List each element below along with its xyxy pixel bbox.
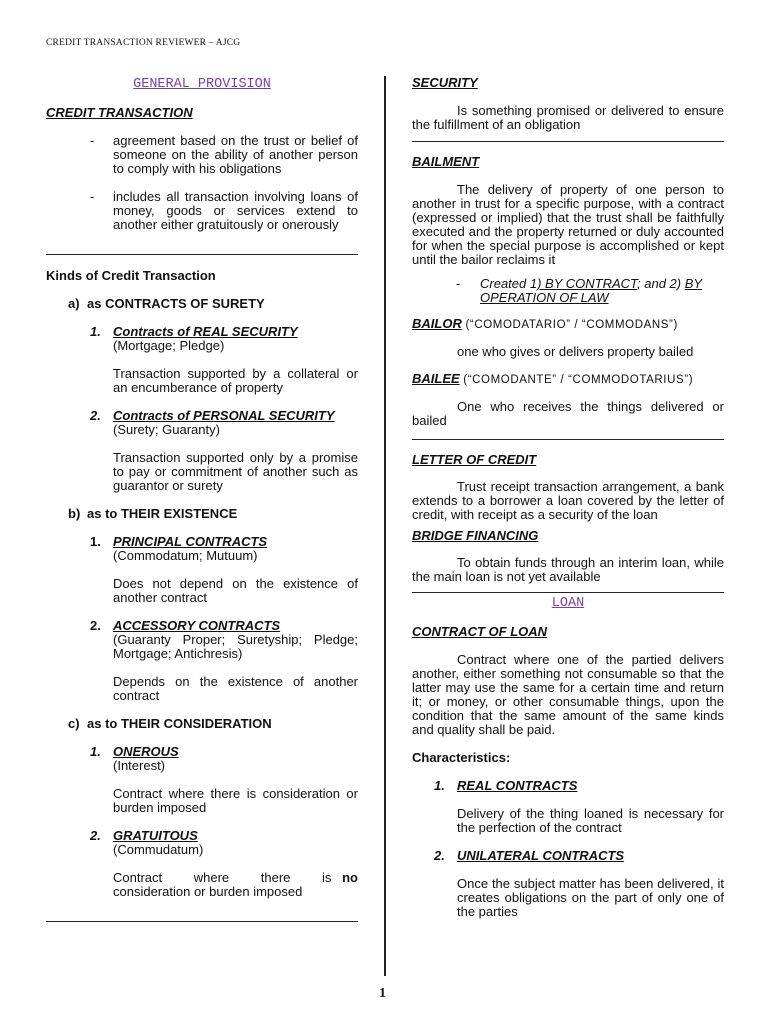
bailor-line: BAILOR (“COMODATARIO” / “COMMODANS”) bbox=[412, 316, 678, 331]
column-divider bbox=[384, 76, 386, 976]
running-header: CREDIT TRANSACTION REVIEWER – AJCG bbox=[46, 38, 241, 48]
security-text: Is something promised or delivered to ensure the fulfillment of an obligation bbox=[412, 103, 724, 132]
category-c: c) as to THEIR CONSIDERATION bbox=[68, 716, 272, 731]
divider bbox=[46, 921, 358, 922]
item-accessory-contracts: 2. ACCESSORY CONTRACTS (Guaranty Proper; Suretyship; Pledge; Mortgage; Antichresis) Depends on the existence of another contract bbox=[90, 618, 358, 703]
item-personal-security: 2. Contracts of PERSONAL SECURITY (Surety; Guaranty) Transaction supported only by a promise to pay or commitment of another such as guarantor or surety bbox=[90, 408, 358, 493]
page-number: 1 bbox=[379, 986, 386, 1001]
right-column bbox=[412, 76, 724, 919]
heading-contract-of-loan: CONTRACT OF LOAN bbox=[412, 624, 548, 639]
divider bbox=[412, 592, 724, 593]
bailment-bullet: - Created 1) BY CONTRACT; and 2) BY OPERATION OF LAW bbox=[456, 276, 703, 305]
divider bbox=[412, 439, 724, 440]
bailee-text: One who receives the things delivered or bailed bbox=[412, 399, 724, 428]
heading-characteristics: Characteristics: bbox=[412, 750, 511, 765]
heading-security: SECURITY bbox=[412, 75, 478, 90]
item-gratuitous: 2. GRATUITOUS (Commudatum) Contract where there is no consideration or burden imposed bbox=[90, 828, 358, 899]
bullet-definition: - includes all transaction involving loans of money, goods or services extend to another either gratuitously or onerously bbox=[90, 189, 358, 232]
characteristic-unilateral-contracts: 2. UNILATERAL CONTRACTS bbox=[434, 848, 625, 863]
unilateral-contracts-text: Once the subject matter has been delivered, it creates obligations on the part of only one of the parties bbox=[457, 876, 724, 919]
divider bbox=[412, 141, 724, 142]
heading-bailment: BAILMENT bbox=[412, 154, 480, 169]
characteristic-real-contracts: 1. REAL CONTRACTS bbox=[434, 778, 578, 793]
bridge-financing-text: To obtain funds through an interim loan, while the main loan is not yet available bbox=[412, 555, 724, 584]
left-column bbox=[46, 72, 358, 922]
section-title-general-provision: GENERAL PROVISION bbox=[133, 77, 271, 92]
item-onerous: 1. ONEROUS (Interest) Contract where there is consideration or burden imposed bbox=[90, 744, 358, 815]
heading-letter-of-credit: LETTER OF CREDIT bbox=[412, 452, 537, 467]
bailment-text: The delivery of property of one person to another in trust for a specific purpose, with a contract (expressed or implied) that the trust shall be faithfully executed and the property returned or duly accounted for when the special purpose is accomplished or kept until the bailor reclaims it bbox=[412, 182, 724, 267]
item-real-security: 1. Contracts of REAL SECURITY (Mortgage; Pledge) Transaction supported by a collateral or an encumberance of property bbox=[90, 324, 358, 395]
heading-bridge-financing: BRIDGE FINANCING bbox=[412, 528, 539, 543]
heading-kinds: Kinds of Credit Transaction bbox=[46, 268, 216, 283]
bullet-definition: - agreement based on the trust or belief of someone on the ability of another person to comply with his obligations bbox=[90, 133, 358, 176]
item-principal-contracts: 1. PRINCIPAL CONTRACTS (Commodatum; Mutuum) Does not depend on the existence of another contract bbox=[90, 534, 358, 605]
heading-credit-transaction: CREDIT TRANSACTION bbox=[46, 105, 193, 120]
category-b: b) as to THEIR EXISTENCE bbox=[68, 506, 238, 521]
real-contracts-text: Delivery of the thing loaned is necessary for the perfection of the contract bbox=[457, 806, 724, 835]
contract-of-loan-text: Contract where one of the partied delivers another, either something not consumable so that the latter may use the same for a certain time and return it; or money, or other consumable things, upon the condition that the same amount of the same kinds and quality shall be paid. bbox=[412, 652, 724, 737]
divider bbox=[46, 254, 358, 255]
section-title-loan: LOAN bbox=[551, 596, 585, 611]
bailor-text: one who gives or delivers property bailed bbox=[457, 344, 694, 359]
category-a: a) as CONTRACTS OF SURETY bbox=[68, 296, 265, 311]
letter-of-credit-text: Trust receipt transaction arrangement, a bank extends to a borrower a loan covered by the letter of credit, with receipt as a security of the loan bbox=[412, 479, 724, 522]
bailee-line: BAILEE (“COMODANTE” / “COMMODOTARIUS”) bbox=[412, 371, 694, 386]
